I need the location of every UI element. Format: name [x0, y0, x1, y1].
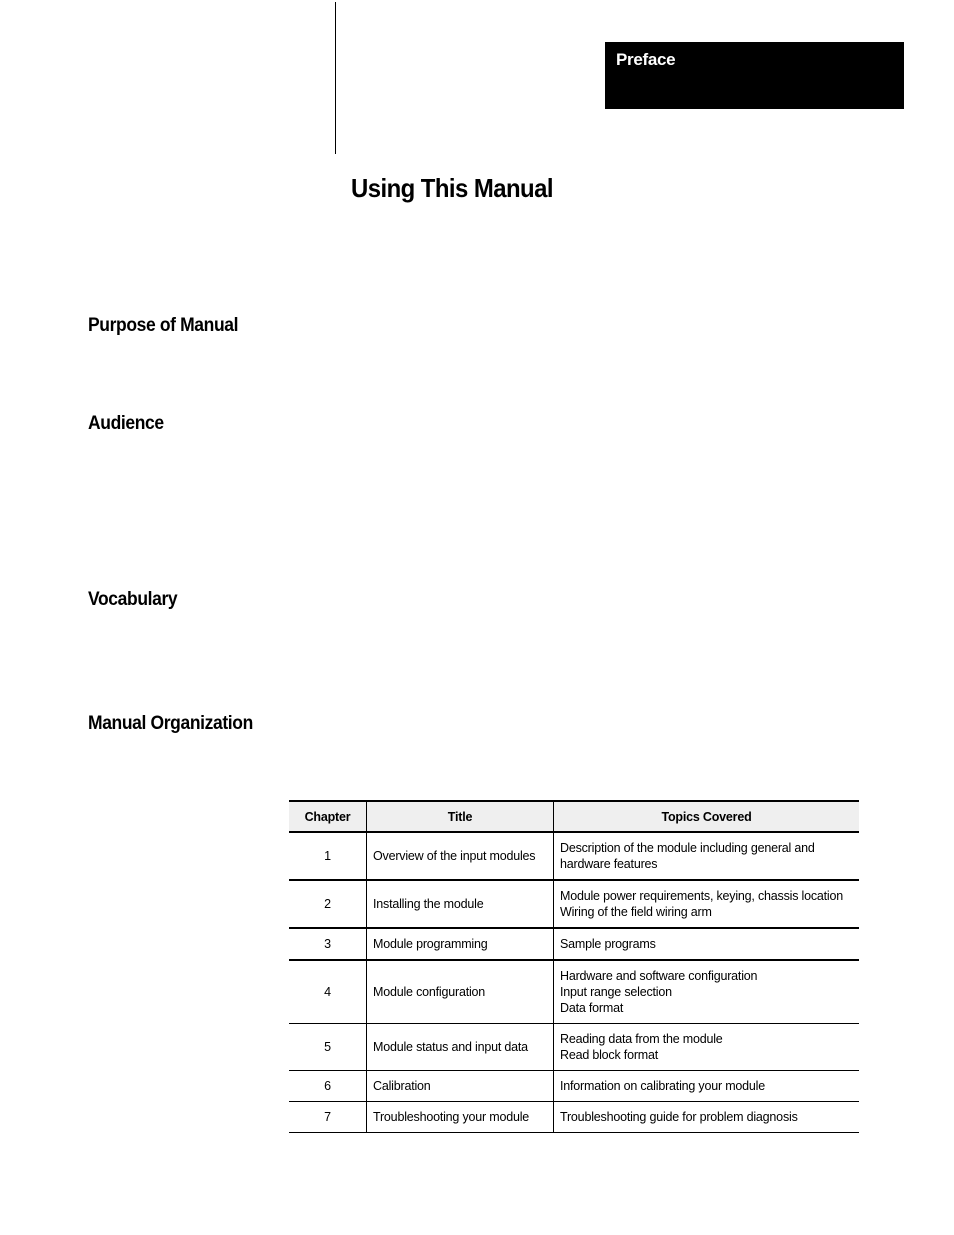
topic-line: Read block format	[560, 1048, 659, 1062]
table-row	[289, 1102, 859, 1133]
chapter-title: Module programming	[367, 928, 554, 960]
topic-line: Description of the module including general and hardware features	[560, 841, 815, 871]
chapter-topics	[554, 960, 860, 1024]
chapter-topics	[554, 928, 860, 960]
chapter-number: 2	[289, 880, 367, 928]
header-vertical-rule	[335, 2, 336, 154]
chapter-topics	[554, 1024, 860, 1071]
topic-line: Wiring of the field wiring arm	[560, 905, 712, 919]
chapter-title: Module configuration	[367, 960, 554, 1024]
chapter-title: Module status and input data	[367, 1024, 554, 1071]
chapter-title: Troubleshooting your module	[367, 1102, 554, 1133]
column-header-topics-covered: Topics Covered	[554, 801, 860, 832]
topic-line: Sample programs	[560, 937, 656, 951]
topic-line: Hardware and software configuration	[560, 969, 758, 983]
page-title: Using This Manual	[351, 173, 553, 203]
table-header-row	[289, 801, 859, 832]
chapter-title: Calibration	[367, 1071, 554, 1102]
chapter-topics	[554, 832, 860, 880]
column-header-chapter: Chapter	[289, 801, 367, 832]
preface-tab-label: Preface	[616, 50, 676, 69]
column-header-title: Title	[367, 801, 554, 832]
chapter-topics	[554, 1071, 860, 1102]
topic-line: Reading data from the module	[560, 1032, 723, 1046]
manual-organization-table	[289, 800, 859, 1133]
preface-tab	[605, 42, 904, 109]
chapter-number: 6	[289, 1071, 367, 1102]
chapter-number: 1	[289, 832, 367, 880]
table-row	[289, 880, 859, 928]
table-row	[289, 928, 859, 960]
table-row	[289, 960, 859, 1024]
topic-line: Data format	[560, 1001, 624, 1015]
table-row	[289, 1071, 859, 1102]
heading-purpose-of-manual: Purpose of Manual	[88, 315, 239, 336]
chapter-topics	[554, 880, 860, 928]
heading-audience: Audience	[88, 413, 164, 434]
table-row	[289, 1024, 859, 1071]
chapter-number: 3	[289, 928, 367, 960]
chapter-title: Overview of the input modules	[367, 832, 554, 880]
heading-vocabulary: Vocabulary	[88, 589, 178, 610]
table-row	[289, 832, 859, 880]
topic-line: Information on calibrating your module	[560, 1079, 766, 1093]
chapter-number: 4	[289, 960, 367, 1024]
topic-line: Input range selection	[560, 985, 672, 999]
heading-manual-organization: Manual Organization	[88, 713, 253, 734]
topic-line: Troubleshooting guide for problem diagnosis	[560, 1110, 798, 1124]
chapter-topics	[554, 1102, 860, 1133]
chapter-number: 7	[289, 1102, 367, 1133]
chapter-number: 5	[289, 1024, 367, 1071]
chapter-title: Installing the module	[367, 880, 554, 928]
topic-line: Module power requirements, keying, chassis location	[560, 889, 844, 903]
